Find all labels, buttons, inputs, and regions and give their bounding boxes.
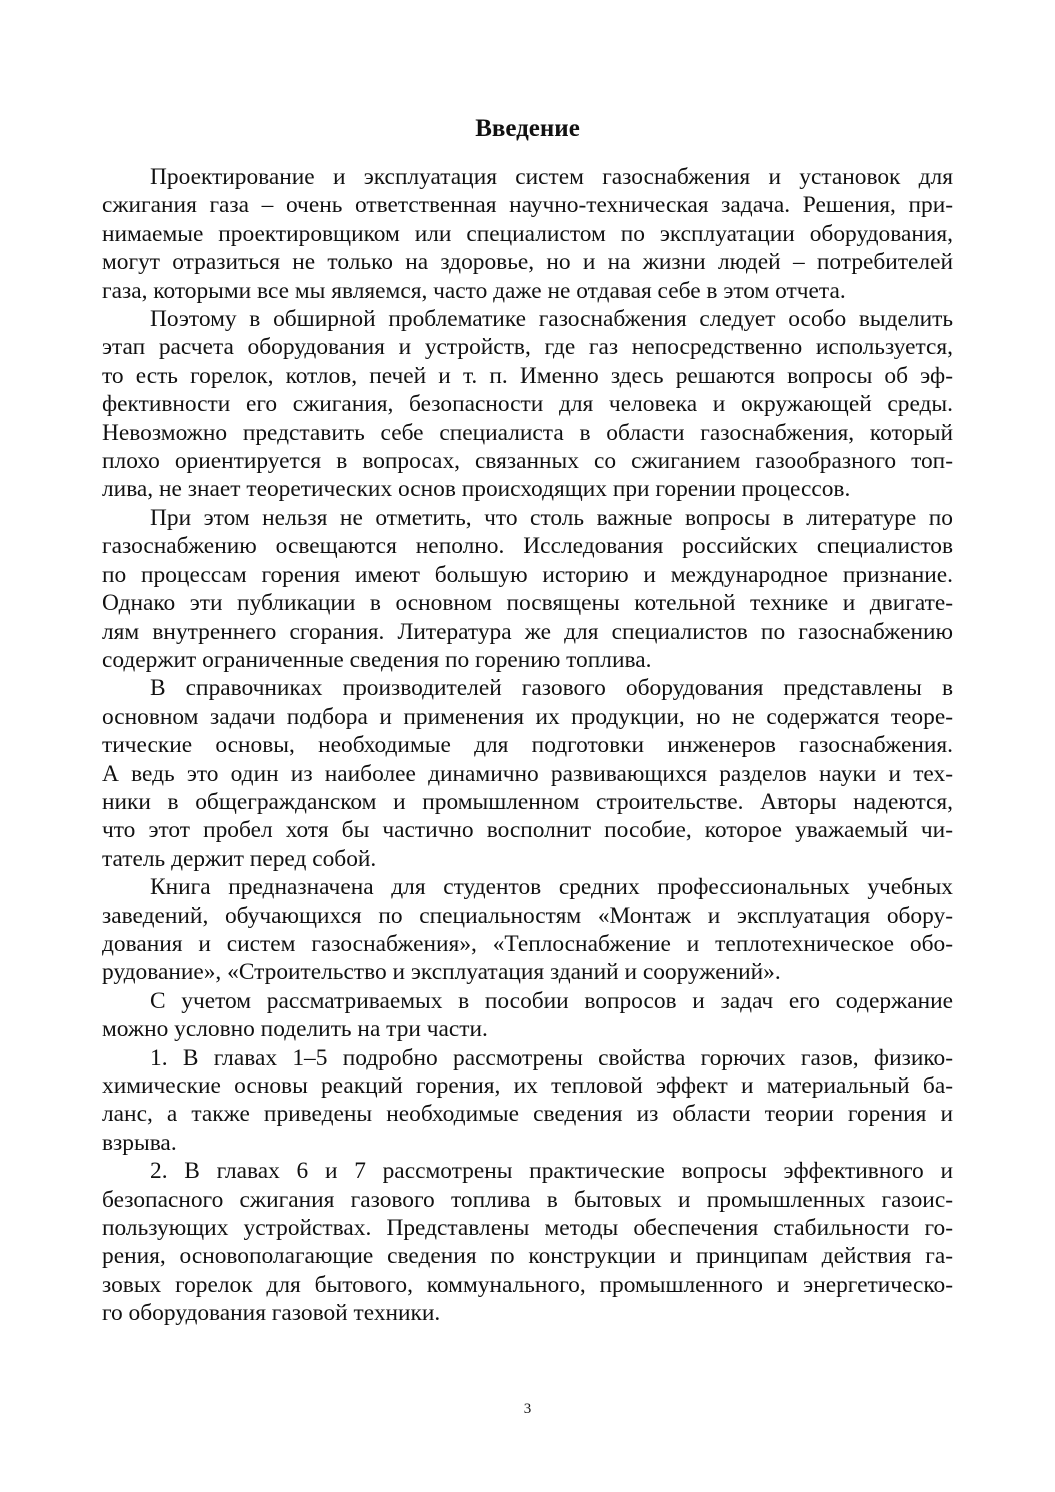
text-line: татель держит перед собой.: [102, 845, 377, 872]
text-line: содержит ограниченные сведения по горению топлива.: [102, 646, 652, 673]
paragraph: [102, 504, 953, 674]
text-line: фективности его сжигания, безопасности для человека и окружающей среды.: [102, 391, 953, 418]
text-line: Проектирование и эксплуатация систем газоснабжения и установок для: [150, 164, 953, 190]
text-line: пользующих устройствах. Представлены методы обеспечения стабильности го-: [102, 1215, 953, 1242]
text-line: газоснабжению освещаются неполно. Исследования российских специалистов: [102, 533, 953, 560]
text-line: газа, которыми все мы являемся, часто даже не отдавая себе в этом отчета.: [102, 277, 846, 304]
text-line: могут отразиться не только на здоровье, но и на жизни людей – потребителей: [102, 249, 953, 276]
text-line: рудование», «Строительство и эксплуатация зданий и сооружений».: [102, 959, 781, 986]
text-line: 1. В главах 1–5 подробно рассмотрены свойства горючих газов, физико-: [150, 1044, 953, 1071]
paragraph: [102, 1157, 953, 1327]
text-line: сжигания газа – очень ответственная научно-техническая задача. Решения, при-: [102, 192, 953, 219]
text-line: 2. В главах 6 и 7 рассмотрены практические вопросы эффективного и: [150, 1158, 953, 1185]
text-line: С учетом рассматриваемых в пособии вопросов и задач его содержание: [150, 987, 953, 1014]
paragraph: [102, 305, 953, 504]
text-line: При этом нельзя не отметить, что столь важные вопросы в литературе по: [150, 504, 953, 531]
text-line: А ведь это один из наиболее динамично развивающихся разделов науки и тех-: [102, 760, 953, 787]
paragraph: [102, 1044, 953, 1158]
text-line: ланс, а также приведены необходимые сведения из области теории горения и: [102, 1101, 953, 1128]
text-line: Книга предназначена для студентов средних профессиональных учебных: [150, 874, 953, 901]
text-line: плохо ориентируется в вопросах, связанных со сжиганием газообразного топ-: [102, 448, 953, 475]
page-title: Введение: [475, 115, 580, 142]
text-line: взрыва.: [102, 1129, 177, 1156]
text-line: лям внутреннего сгорания. Литература же для специалистов по газоснабжению: [102, 618, 953, 645]
text-line: безопасного сжигания газового топлива в бытовых и промышленных газоис-: [102, 1186, 953, 1213]
text-line: можно условно поделить на три части.: [102, 1016, 488, 1043]
text-line: го оборудования газовой техники.: [102, 1300, 441, 1327]
text-line: заведений, обучающихся по специальностям «Монтаж и эксплуатация обору-: [102, 902, 953, 929]
text-line: дования и систем газоснабжения», «Теплоснабжение и теплотехническое обо-: [102, 930, 953, 957]
text-line: нимаемые проектировщиком или специалистом по эксплуатации оборудования,: [102, 220, 953, 247]
text-line: тические основы, необходимые для подготовки инженеров газоснабжения.: [102, 732, 953, 759]
paragraph: [102, 987, 953, 1044]
text-line: этап расчета оборудования и устройств, где газ непосредственно используется,: [102, 334, 953, 361]
text-line: Однако эти публикации в основном посвящены котельной технике и двигате-: [102, 590, 953, 617]
text-line: основном задачи подбора и применения их продукции, но не содержатся теоре-: [102, 703, 953, 730]
text-line: то есть горелок, котлов, печей и т. п. Именно здесь решаются вопросы об эф-: [102, 362, 953, 389]
text-line: рения, основополагающие сведения по конструкции и принципам действия га-: [102, 1243, 953, 1270]
body-text: [102, 163, 953, 1328]
text-line: химические основы реакций горения, их тепловой эффект и материальный ба-: [102, 1073, 953, 1099]
page-number: 3: [523, 1401, 532, 1417]
text-line: лива, не знает теоретических основ происходящих при горении процессов.: [102, 476, 851, 503]
text-line: ники в общегражданском и промышленном строительстве. Авторы надеются,: [102, 788, 953, 815]
paragraph: [102, 873, 953, 987]
text-line: Поэтому в обширной проблематике газоснабжения следует особо выделить: [150, 306, 953, 333]
text-line: В справочниках производителей газового оборудования представлены в: [150, 675, 953, 702]
text-line: Невозможно представить себе специалиста в области газоснабжения, который: [102, 419, 953, 446]
paragraph: [102, 674, 953, 873]
paragraph: [102, 163, 953, 305]
text-line: по процессам горения имеют большую историю и международное признание.: [102, 561, 953, 588]
text-line: зовых горелок для бытового, коммунального, промышленного и энергетическо-: [102, 1271, 953, 1298]
text-line: что этот пробел хотя бы частично восполнит пособие, которое уважаемый чи-: [102, 817, 953, 844]
